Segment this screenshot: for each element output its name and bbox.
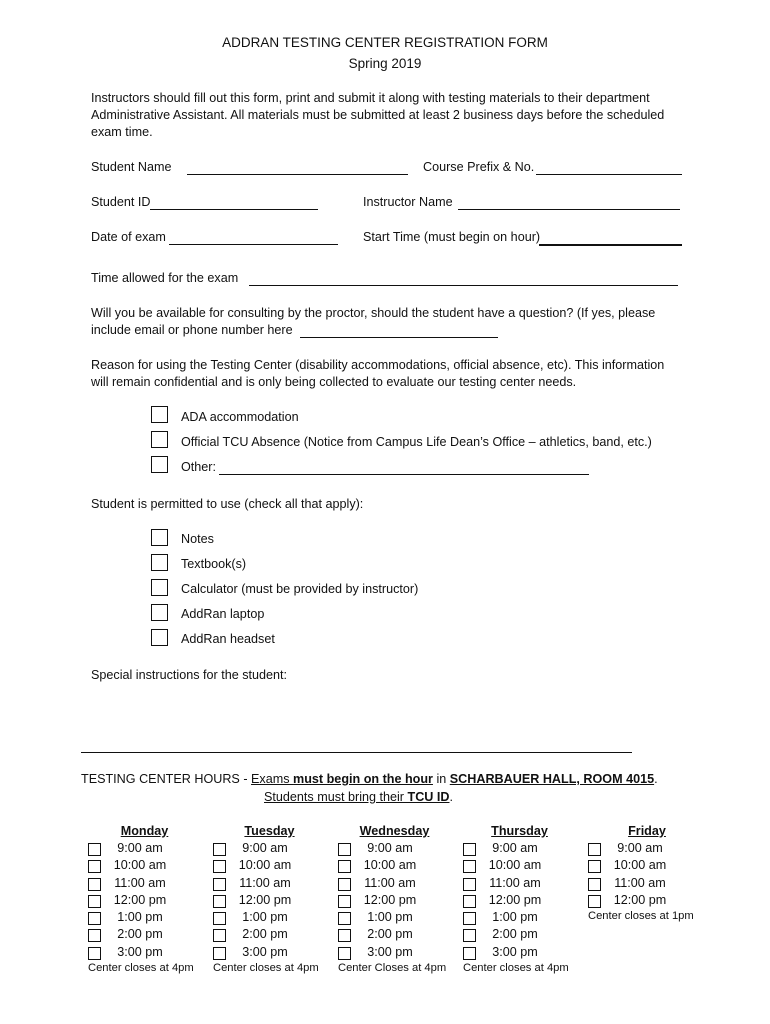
form-subtitle: Spring 2019 [348,56,422,71]
hours-period: . [654,772,658,786]
student-name-field[interactable] [187,174,408,175]
form-title: ADDRAN TESTING CENTER REGISTRATION FORM [222,35,548,50]
time-slot-checkbox[interactable] [463,843,476,856]
date-of-exam-label: Date of exam [91,230,166,244]
day-column-monday [88,824,208,974]
time-slot[interactable] [338,910,458,927]
time-slot-label: 11:00 am [614,875,666,890]
course-prefix-label: Course Prefix & No. [423,160,535,174]
course-prefix-field[interactable] [536,174,682,175]
time-slot-checkbox[interactable] [88,843,101,856]
time-slot[interactable] [463,893,583,910]
time-allowed-field[interactable] [249,285,678,286]
time-slot-label: 10:00 am [238,858,292,873]
time-slot[interactable] [588,841,708,858]
notes-checkbox[interactable] [151,529,168,546]
time-slot[interactable] [213,876,333,893]
day-column-wednesday [338,824,458,974]
time-slot-label: 11:00 am [489,875,541,890]
time-slot-checkbox[interactable] [213,947,226,960]
hours-prefix: TESTING CENTER HOURS - [81,772,252,786]
time-slot[interactable] [338,876,458,893]
other-reason-field[interactable] [219,474,589,475]
date-of-exam-field[interactable] [169,244,338,245]
time-slot[interactable] [88,893,208,910]
time-slot[interactable] [463,876,583,893]
time-slot-label: 11:00 am [364,875,416,890]
hours-must-begin: must begin on the hour [293,772,433,786]
time-slot[interactable] [88,927,208,944]
time-slot[interactable] [338,927,458,944]
time-slot-label: 9:00 am [492,841,538,855]
closing-note: Center closes at 4pm [213,962,319,975]
textbook-label: Textbook(s) [181,557,247,571]
time-slot-label: 3:00 pm [242,944,288,959]
time-slot-checkbox[interactable] [338,912,351,925]
special-instructions-field[interactable] [81,752,632,753]
time-slot-checkbox[interactable] [213,912,226,925]
time-slot-checkbox[interactable] [338,929,351,942]
time-slot[interactable] [88,876,208,893]
instructor-name-field[interactable] [458,209,680,210]
time-slot-checkbox[interactable] [338,843,351,856]
time-slot-label: 12:00 pm [238,892,292,907]
closing-note: Center Closes at 4pm [338,962,447,975]
time-slot[interactable] [588,893,708,910]
time-slot-label: 2:00 pm [367,927,413,942]
time-slot[interactable] [88,910,208,927]
time-slot[interactable] [338,858,458,875]
time-slot-checkbox[interactable] [213,860,226,873]
time-slot-checkbox[interactable] [588,878,601,891]
day-title: Thursday [491,824,548,838]
time-slot[interactable] [588,858,708,875]
time-slot[interactable] [463,841,583,858]
laptop-checkbox[interactable] [151,604,168,621]
time-slot[interactable] [88,858,208,875]
time-slot[interactable] [88,841,208,858]
hours-period-2: . [449,790,453,804]
hours-location: SCHARBAUER HALL, ROOM 4015 [449,772,655,786]
time-slot-checkbox[interactable] [463,912,476,925]
headset-checkbox[interactable] [151,629,168,646]
textbook-checkbox[interactable] [151,554,168,571]
time-slot-label: 12:00 pm [363,892,417,907]
time-slot-label: 2:00 pm [492,927,538,942]
hours-header-line-1 [81,772,658,786]
time-slot-label: 9:00 am [117,841,163,855]
time-slot-checkbox[interactable] [88,912,101,925]
day-column-tuesday [213,824,333,974]
time-slot[interactable] [213,927,333,944]
intro-line-1: Instructors should fill out this form, print and submit it along with testing materials to their department [91,91,650,105]
time-slot-checkbox[interactable] [88,895,101,908]
time-slot[interactable] [463,858,583,875]
time-slot-label: 1:00 pm [242,910,288,925]
reason-line-2: will remain confidential and is only being collected to evaluate our testing center needs. [91,375,577,389]
start-time-field[interactable] [539,244,682,246]
time-slot[interactable] [213,858,333,875]
time-slot[interactable] [463,910,583,927]
time-slot[interactable] [213,893,333,910]
day-title: Monday [120,824,169,838]
time-slot[interactable] [213,841,333,858]
consulting-question-line-2: include email or phone number here [91,323,293,337]
time-slot-label: 1:00 pm [367,910,413,925]
time-slot-checkbox[interactable] [463,895,476,908]
time-slot-checkbox[interactable] [213,843,226,856]
time-slot-checkbox[interactable] [213,878,226,891]
ada-accommodation-checkbox[interactable] [151,406,168,423]
time-slot-label: 9:00 am [367,841,413,855]
time-slot-label: 9:00 am [617,841,663,855]
instructor-name-label: Instructor Name [363,195,453,209]
time-slot-checkbox[interactable] [88,878,101,891]
time-slot-label: 10:00 am [113,858,167,873]
other-reason-checkbox[interactable] [151,456,168,473]
time-slot[interactable] [463,945,583,962]
intro-line-2: Administrative Assistant. All materials must be submitted at least 2 business days before the scheduled [91,108,665,122]
time-slot[interactable] [88,945,208,962]
time-slot[interactable] [338,841,458,858]
student-name-label: Student Name [91,160,172,174]
time-slot-checkbox[interactable] [213,929,226,942]
tcu-absence-label: Official TCU Absence (Notice from Campus Life Dean’s Office – athletics, band, etc.) [181,435,652,449]
time-slot-checkbox[interactable] [588,895,601,908]
time-allowed-label: Time allowed for the exam [91,271,239,285]
laptop-label: AddRan laptop [181,607,265,621]
ada-accommodation-label: ADA accommodation [181,410,299,424]
hours-exams: Exams [251,772,294,786]
time-slot-checkbox[interactable] [338,860,351,873]
time-slot-label: 12:00 pm [113,892,167,907]
consulting-question-line-1: Will you be available for consulting by the proctor, should the student have a question? (If yes, please [91,306,656,320]
permitted-label: Student is permitted to use (check all that apply): [91,497,364,511]
student-id-label: Student ID [91,195,151,209]
headset-label: AddRan headset [181,632,275,646]
calculator-checkbox[interactable] [151,579,168,596]
time-slot-label: 3:00 pm [367,944,413,959]
time-slot-checkbox[interactable] [213,895,226,908]
time-slot-label: 10:00 am [488,858,542,873]
hours-header-line-2 [264,790,453,804]
day-title: Friday [628,824,666,838]
special-instructions-label: Special instructions for the student: [91,668,288,682]
time-slot-label: 10:00 am [363,858,417,873]
notes-label: Notes [181,532,214,546]
time-slot[interactable] [588,876,708,893]
time-slot-label: 1:00 pm [492,910,538,925]
day-title: Wednesday [359,824,430,838]
time-slot-label: 10:00 am [613,858,667,873]
time-slot-checkbox[interactable] [88,947,101,960]
time-slot[interactable] [213,945,333,962]
time-slot-label: 2:00 pm [117,927,163,942]
time-slot-label: 3:00 pm [492,944,538,959]
time-slot-label: 3:00 pm [117,944,163,959]
time-slot-label: 9:00 am [242,841,288,855]
student-id-field[interactable] [150,209,318,210]
hours-in: in [432,772,450,786]
time-slot-label: 2:00 pm [242,927,288,942]
tcu-absence-checkbox[interactable] [151,431,168,448]
time-slot-checkbox[interactable] [463,878,476,891]
time-slot-label: 11:00 am [239,875,291,890]
intro-line-3: exam time. [91,125,153,139]
day-title: Tuesday [244,824,295,838]
time-slot-checkbox[interactable] [338,947,351,960]
time-slot-label: 1:00 pm [117,910,163,925]
time-slot-label: 12:00 pm [613,892,667,907]
time-slot-label: 11:00 am [114,875,166,890]
time-slot-checkbox[interactable] [588,860,601,873]
closing-note: Center closes at 4pm [463,962,569,975]
start-time-label: Start Time (must begin on hour) [363,230,541,244]
time-slot-checkbox[interactable] [88,929,101,942]
time-slot-label: 12:00 pm [488,892,542,907]
time-slot-checkbox[interactable] [338,895,351,908]
calculator-label: Calculator (must be provided by instructor) [181,582,419,596]
time-slot-checkbox[interactable] [463,929,476,942]
time-slot[interactable] [338,893,458,910]
day-column-thursday [463,824,583,974]
time-slot-checkbox[interactable] [338,878,351,891]
day-column-friday [588,824,708,922]
hours-students-must: Students must bring their [264,790,408,804]
time-slot[interactable] [338,945,458,962]
time-slot[interactable] [213,910,333,927]
time-slot-checkbox[interactable] [463,947,476,960]
closing-note: Center closes at 4pm [88,962,194,975]
closing-note: Center closes at 1pm [588,910,694,923]
other-reason-label: Other: [181,460,216,474]
time-slot[interactable] [463,927,583,944]
reason-line-1: Reason for using the Testing Center (disability accommodations, official absence, etc). This information [91,358,665,372]
hours-tcu-id: TCU ID [407,790,450,804]
time-slot-checkbox[interactable] [463,860,476,873]
time-slot-checkbox[interactable] [588,843,601,856]
consulting-contact-field[interactable] [300,337,498,338]
time-slot-checkbox[interactable] [88,860,101,873]
